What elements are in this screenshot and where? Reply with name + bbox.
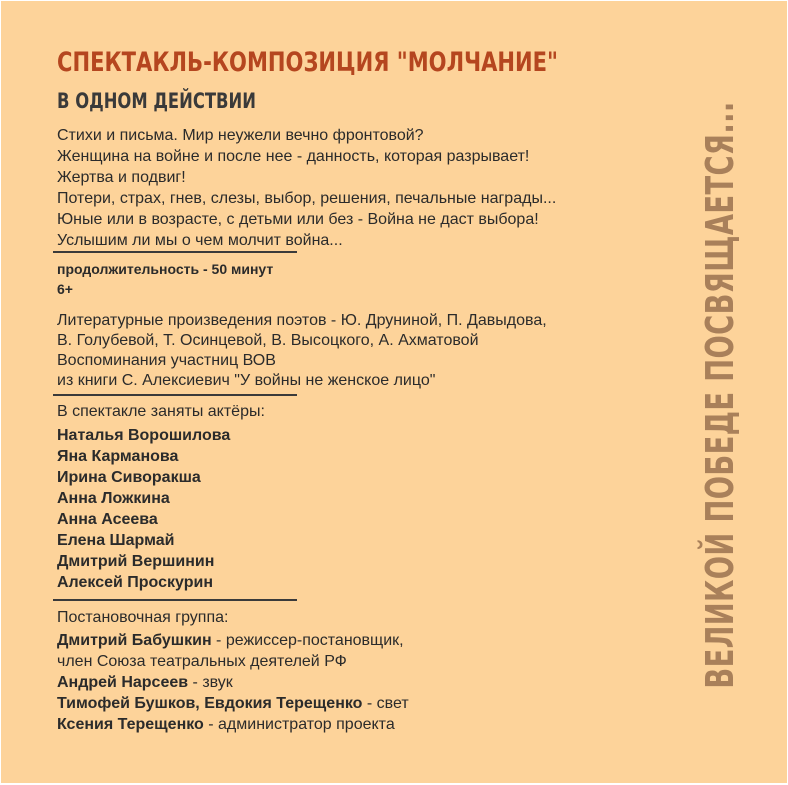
intro-line: Потери, страх, гнев, слезы, выбор, решения, печальные награды...	[57, 190, 557, 207]
crew-list	[57, 630, 409, 735]
authors-text	[57, 311, 547, 391]
cast-member: Анна Асеева	[57, 511, 158, 528]
dedication-vertical-text: ВЕЛИКОЙ ПОБЕДЕ ПОСВЯЩАЕТСЯ...	[698, 101, 742, 689]
crew-member	[57, 672, 409, 693]
authors-line: из книги С. Алексиевич "У войны не женское лицо"	[57, 372, 436, 389]
crew-name: Андрей Нарсеев	[57, 674, 189, 691]
crew-role: член Союза театральных деятелей РФ	[57, 653, 347, 670]
divider	[53, 251, 297, 253]
crew-name: Ксения Терещенко	[57, 716, 204, 733]
intro-line: Юные или в возрасте, с детьми или без - Война не даст выбора!	[57, 211, 539, 228]
authors-line: Воспоминания участниц ВОВ	[57, 352, 276, 369]
crew-role: - свет	[362, 695, 409, 712]
cast-member: Ирина Сиворакша	[57, 469, 201, 486]
divider	[53, 599, 297, 601]
divider	[53, 394, 297, 396]
poster	[1, 1, 787, 783]
intro-line: Услышим ли мы о чем молчит война...	[57, 232, 343, 249]
performance-info	[57, 259, 273, 299]
crew-name: Дмитрий Бабушкин	[57, 632, 212, 649]
poster-subtitle: В ОДНОМ ДЕЙСТВИИ	[57, 89, 256, 113]
intro-line: Жертва и подвиг!	[57, 169, 186, 186]
crew-member	[57, 651, 409, 672]
intro-line: Женщина на войне и после нее - данность, которая разрывает!	[57, 148, 530, 165]
intro-text	[57, 125, 556, 251]
cast-member: Анна Ложкина	[57, 490, 170, 507]
intro-line: Стихи и письма. Мир неужели вечно фронтовой?	[57, 127, 424, 144]
cast-member: Наталья Ворошилова	[57, 427, 231, 444]
crew-name: Тимофей Бушков, Евдокия Терещенко	[57, 695, 363, 712]
cast-member: Алексей Проскурин	[57, 574, 213, 591]
cast-heading: В спектакле заняты актёры:	[57, 403, 265, 420]
cast-member: Яна Карманова	[57, 448, 179, 465]
crew-role: - администратор проекта	[203, 716, 395, 733]
crew-role: - режиссер-постановщик,	[211, 632, 404, 649]
authors-line: Литературные произведения поэтов - Ю. Друниной, П. Давыдова,	[57, 312, 547, 329]
crew-member	[57, 630, 409, 651]
authors-line: В. Голубевой, Т. Осинцевой, В. Высоцкого, А. Ахматовой	[57, 332, 479, 349]
crew-member	[57, 714, 409, 735]
age-rating: 6+	[57, 281, 73, 297]
poster-title: СПЕКТАКЛЬ-КОМПОЗИЦИЯ "МОЛЧАНИЕ"	[57, 47, 559, 78]
cast-member: Дмитрий Вершинин	[57, 553, 215, 570]
cast-member: Елена Шармай	[57, 532, 175, 549]
cast-list	[57, 425, 230, 593]
crew-member	[57, 693, 409, 714]
duration: продолжительность - 50 минут	[57, 261, 274, 277]
crew-role: - звук	[188, 674, 233, 691]
crew-heading: Постановочная группа:	[57, 609, 229, 626]
